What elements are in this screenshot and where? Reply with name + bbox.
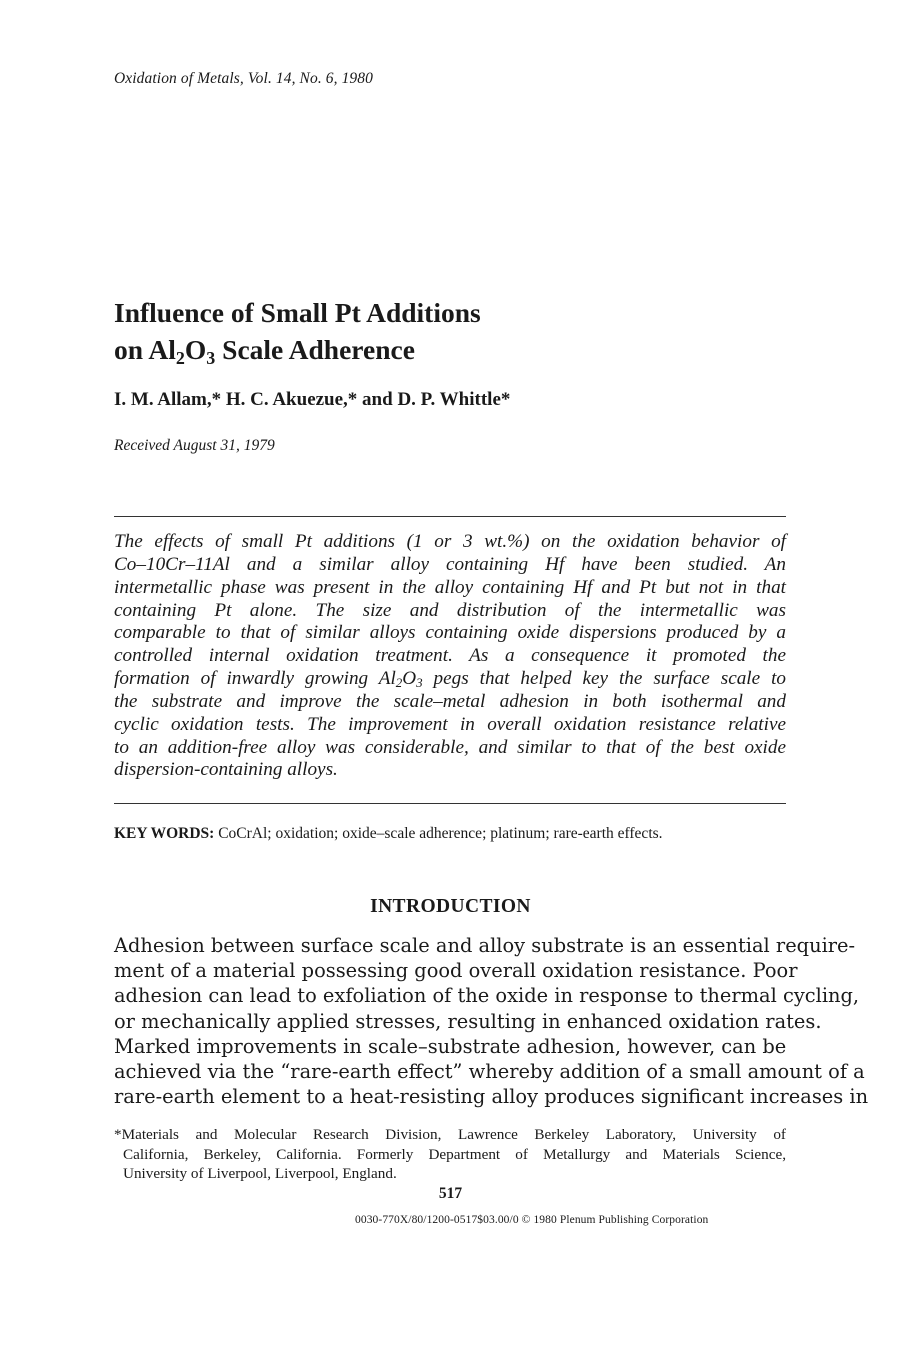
abstract-line: controlled internal oxidation treatment. As a consequence it promoted the: [114, 645, 786, 667]
abstract-line: comparable to that of similar alloys containing oxide dispersions produced by a: [114, 622, 786, 644]
copyright-line: 0030-770X/80/1200-0517$03.00/0 © 1980 Plenum Publishing Corporation: [355, 1214, 709, 1226]
received-date: Received August 31, 1979: [114, 437, 275, 454]
abstract-bottom-rule: [114, 803, 786, 804]
abstract-line: formation of inwardly growing $Al_2O_3$ pegs that helped key the surface scale to: [114, 668, 786, 691]
abstract-line: cyclic oxidation tests. The improvement in overall oxidation resistance relative: [114, 713, 786, 735]
abstract-top-rule: [114, 516, 786, 517]
footnote-line: California, Berkeley, California. Formerly Department of Metallurgy and Materials Science,: [123, 1145, 786, 1163]
body-line: ment of a material possessing good overall oxidation resistance. Poor: [114, 959, 798, 983]
body-text: [114, 933, 869, 1109]
journal-citation: Oxidation of Metals, Vol. 14, No. 6, 1980: [114, 70, 373, 87]
body-line: Adhesion between surface scale and alloy substrate is an essential require-: [114, 934, 856, 957]
body-line: achieved via the “rare-earth effect” whereby addition of a small amount of a: [114, 1060, 865, 1084]
abstract-line: dispersion-containing alloys.: [114, 759, 338, 781]
title-line-2: on $Al_2O_3$ Scale Adherence: [114, 334, 415, 368]
section-heading-text: INTRODUCTION: [370, 896, 531, 917]
page-number: 517: [438, 1185, 463, 1202]
title-line-1: Influence of Small Pt Additions: [114, 297, 481, 328]
abstract-line: The effects of small Pt additions (1 or 3 wt.%) on the oxidation behavior of: [114, 531, 786, 552]
abstract-line: intermetallic phase was present in the alloy containing Hf and Pt but not in that: [114, 576, 786, 598]
body-line: adhesion can lead to exfoliation of the oxide in response to thermal cycling,: [114, 984, 860, 1008]
body-line: or mechanically applied stresses, resulting in enhanced oxidation rates.: [114, 1009, 822, 1033]
footnote-line: *Materials and Molecular Research Division, Lawrence Berkeley Laboratory, University of: [114, 1126, 786, 1143]
keywords-label: KEY WORDS:: [114, 825, 215, 842]
body-line: Marked improvements in scale–substrate adhesion, however, can be: [114, 1034, 787, 1058]
abstract-line: the substrate and improve the scale–metal adhesion in both isothermal and: [114, 690, 786, 712]
keywords-text: CoCrAl; oxidation; oxide–scale adherence; platinum; rare-earth effects.: [214, 825, 663, 842]
keywords: [114, 825, 663, 843]
abstract: [114, 531, 786, 782]
footnote: [114, 1125, 786, 1184]
article-title: [114, 294, 481, 368]
abstract-line: to an addition-free alloy was considerable, and similar to that of the best oxide: [114, 736, 786, 758]
body-line: rare-earth element to a heat-resisting alloy produces significant increases in: [114, 1085, 869, 1109]
footnote-line: University of Liverpool, Liverpool, England.: [123, 1165, 397, 1182]
abstract-line: Co–10Cr–11Al and a similar alloy containing Hf have been studied. An: [114, 553, 786, 575]
abstract-line: containing Pt alone. The size and distribution of the intermetallic was: [114, 599, 786, 621]
authors: I. M. Allam,* H. C. Akuezue,* and D. P. Whittle*: [114, 389, 511, 410]
section-heading: [0, 896, 901, 918]
